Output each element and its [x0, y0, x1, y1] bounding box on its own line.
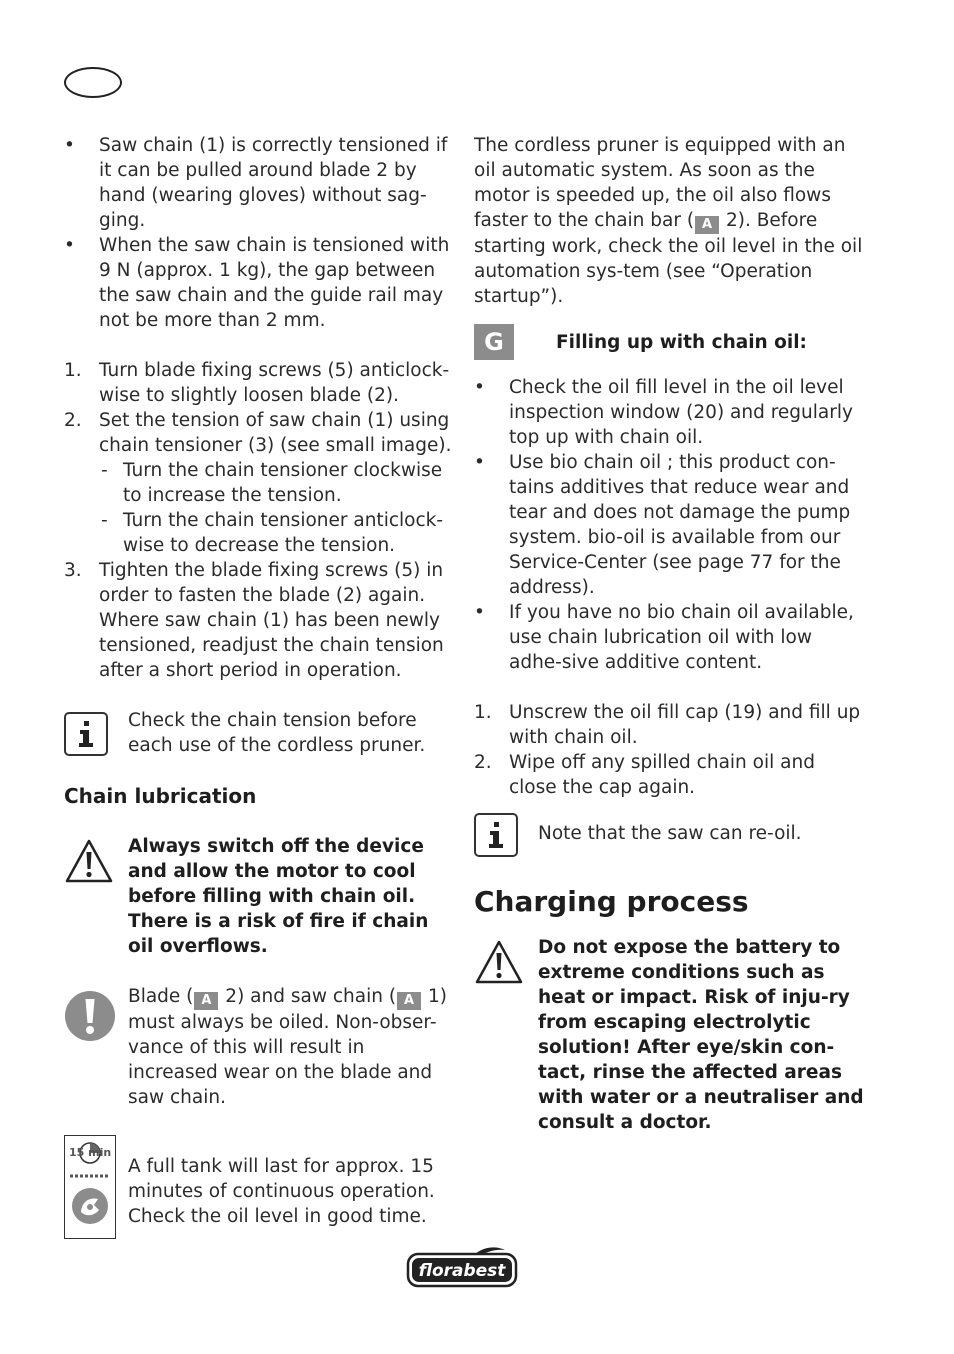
info-note: Note that the saw can re-oil. [474, 813, 866, 857]
warning-triangle-icon [64, 838, 114, 884]
figure-a-badge: A [695, 216, 719, 234]
battery-warning-note: Do not expose the battery to extreme conditions such as heat or impact. Risk of inju-ry from escaping electrolytic solution! After eye/skin con-tact, rinse the affected areas with water or a neutraliser and consult a doctor. [474, 935, 866, 1135]
info-icon [64, 712, 108, 756]
list-item: • Use bio chain oil ; this product con-tains additives that reduce wear and tear and does not damage the pump system. bio-oil is available from our Service-Center (see page 77 for the address). [474, 452, 851, 598]
info-icon [474, 813, 518, 857]
list-item: • When the saw chain is tensioned with 9 N (approx. 1 kg), the gap between the saw chain and the guide rail may not be more than 2 mm. [64, 235, 450, 331]
list-item: • Check the oil fill level in the oil level inspection window (20) and regularly top up with chain oil. [474, 377, 853, 448]
step-item: 2. Set the tension of saw chain (1) using chain tensioner (3) (see small image). [64, 410, 452, 456]
caution-note: Blade ( A 2) and saw chain ( A 1) must always be oiled. Non-obser-vance of this will result in increased wear on the blade and saw chain. [64, 984, 452, 1110]
step-item: 1. Turn blade fixing screws (5) anticlock-wise to slightly loosen blade (2). [64, 360, 450, 406]
figure-a-badge: A [397, 992, 421, 1010]
warning-triangle-icon [474, 939, 524, 985]
sub-step-item: - Turn the chain tensioner anticlock-wise to decrease the tension. [101, 510, 444, 556]
svg-text:florabest: florabest [418, 1261, 506, 1281]
language-badge [64, 67, 122, 98]
exclamation-circle-icon [64, 990, 116, 1042]
tank-note: 15 min A full tank will last for approx. 15 minutes of continuous operation. Check the oil level in good time. [64, 1135, 452, 1239]
right-column [474, 133, 866, 1135]
info-note: Check the chain tension before each use of the cordless pruner. [64, 708, 452, 758]
intro-paragraph: The cordless pruner is equipped with an oil automatic system. As soon as the motor is speeded up, the oil also flows faster to the chain bar ( A 2). Before starting work, check the oil level in the oil automation sys-tem (see “Operation startup”). [474, 135, 863, 307]
list-item: • Saw chain (1) is correctly tensioned if it can be pulled around blade 2 by hand (wearing gloves) without sag-ging. [64, 135, 448, 231]
warning-note: Always switch off the device and allow the motor to cool before filling with chain oil. There is a risk of fire if chain oil overflows. [64, 834, 452, 959]
left-column [64, 133, 452, 1239]
chain-lubrication-heading: Chain lubrication [64, 784, 257, 808]
sub-step-item: - Turn the chain tensioner clockwise to increase the tension. [101, 460, 443, 506]
florabest-logo [405, 1244, 519, 1290]
step-item: 1. Unscrew the oil fill cap (19) and fill up with chain oil. [474, 702, 861, 748]
svg-text:15 min: 15 min [69, 1146, 112, 1159]
figure-a-badge: A [194, 992, 218, 1010]
oil-tank-runtime-icon [64, 1135, 116, 1239]
step-item: 3. Tighten the blade fixing screws (5) in order to fasten the blade (2) again. Where saw chain (1) has been newly tensioned, readjust the chain tension after a short period in operation. [64, 560, 444, 681]
figure-g-badge: G [474, 324, 514, 360]
filling-heading: G Filling up with chain oil: [474, 322, 866, 362]
list-item: • If you have no bio chain oil available, use chain lubrication oil with low adhe-sive additive content. [474, 602, 854, 673]
charging-process-heading: Charging process [474, 885, 749, 918]
step-item: 2. Wipe off any spilled chain oil and close the cap again. [474, 752, 815, 798]
